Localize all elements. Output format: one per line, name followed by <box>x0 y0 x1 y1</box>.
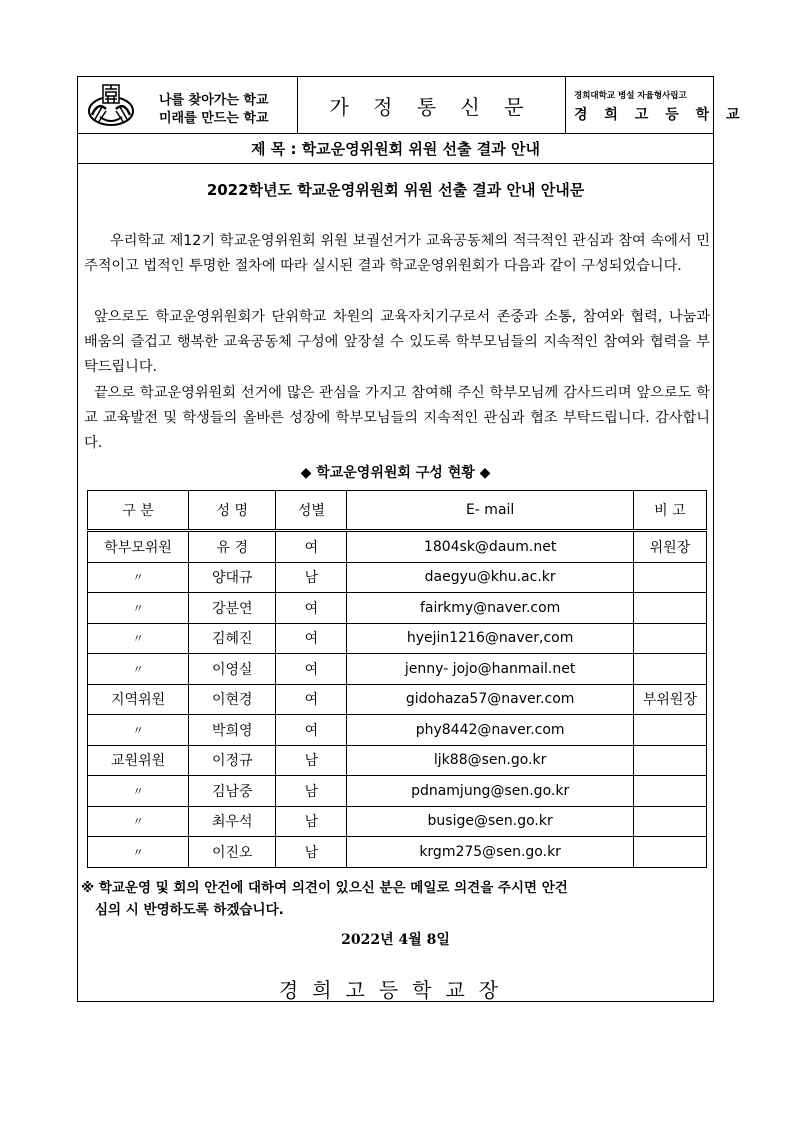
cell-name: 강분연 <box>189 593 276 624</box>
cell-name: 김혜진 <box>189 623 276 654</box>
table-row <box>88 837 707 868</box>
table-row <box>88 562 707 593</box>
cell-gender: 남 <box>276 806 347 837</box>
cell-category: 지역위원 <box>88 684 189 715</box>
committee-members-table <box>87 490 707 868</box>
cell-name: 김남중 <box>189 776 276 807</box>
cell-category: 학부모위원 <box>88 531 189 563</box>
slogan-line-1: 나를 찾아가는 학교 <box>159 93 269 108</box>
cell-email: 1804sk@daum.net <box>347 531 633 563</box>
cell-gender: 남 <box>276 745 347 776</box>
table-row <box>88 531 707 563</box>
cell-remarks <box>633 593 706 624</box>
newsletter-title: 가 정 통 신 문 <box>329 94 533 119</box>
cell-email: phy8442@naver.com <box>347 715 633 746</box>
cell-remarks <box>633 654 706 685</box>
letterhead-school-cell <box>566 77 746 133</box>
cell-gender: 여 <box>276 684 347 715</box>
table-heading: ◆ 학교운영위원회 구성 현황 ◆ <box>300 465 491 481</box>
table-row <box>88 776 707 807</box>
subject-row <box>78 133 713 164</box>
letterhead <box>78 77 746 134</box>
cell-gender: 여 <box>276 593 347 624</box>
table-row <box>88 715 707 746</box>
cell-name: 이정규 <box>189 745 276 776</box>
cell-category: 〃 <box>88 593 189 624</box>
table-row <box>88 654 707 685</box>
cell-email: daegyu@khu.ac.kr <box>347 562 633 593</box>
cell-name: 박희영 <box>189 715 276 746</box>
header-email: E- mail <box>347 491 633 531</box>
cell-email: gidohaza57@naver.com <box>347 684 633 715</box>
cell-remarks <box>633 562 706 593</box>
cell-name: 양대규 <box>189 562 276 593</box>
table-row <box>88 745 707 776</box>
school-emblem-icon <box>86 81 136 129</box>
slogan-line-2: 미래를 만드는 학교 <box>159 111 269 126</box>
cell-remarks: 부위원장 <box>633 684 706 715</box>
cell-category: 교원위원 <box>88 745 189 776</box>
cell-gender: 남 <box>276 562 347 593</box>
cell-remarks <box>633 806 706 837</box>
letterhead-title-cell <box>297 77 566 133</box>
cell-gender: 여 <box>276 531 347 563</box>
paragraph-1: 우리학교 제12기 학교운영위원회 위원 보궐선거가 교육공동체의 적극적인 관심과 참여 속에서 민주적이고 법적인 투명한 절차에 따라 실시된 결과 학교운영위원회가 다음과 같이 구성되었습니다. <box>84 233 710 274</box>
cell-name: 유 경 <box>189 531 276 563</box>
footnote-line-1: ※ 학교운영 및 회의 안건에 대하여 의견이 있으신 분은 메일로 의견을 주시면 안건 <box>81 880 568 896</box>
subject-line: 제 목 : 학교운영위원회 위원 선출 결과 안내 <box>251 139 540 158</box>
cell-email: krgm275@sen.go.kr <box>347 837 633 868</box>
cell-gender: 남 <box>276 776 347 807</box>
cell-name: 이현경 <box>189 684 276 715</box>
cell-remarks <box>633 745 706 776</box>
table-row <box>88 623 707 654</box>
document-heading: 2022학년도 학교운영위원회 위원 선출 결과 안내 안내문 <box>206 181 585 199</box>
cell-category: 〃 <box>88 562 189 593</box>
cell-email: pdnamjung@sen.go.kr <box>347 776 633 807</box>
school-subtitle: 경희대학교 병설 자율형사립고 <box>574 91 687 101</box>
school-name: 경 희 고 등 학 교 <box>574 107 746 123</box>
paragraph-3: 끝으로 학교운영위원회 선거에 많은 관심을 가지고 참여해 주신 학부모님께 감사드리며 앞으로도 학교 교육발전 및 학생들의 올바른 성장에 학부모님들의 지속적인 관심과 협조 부탁드립니다. 감사합니다. <box>84 385 710 451</box>
cell-remarks <box>633 776 706 807</box>
table-row <box>88 684 707 715</box>
paragraph-2: 앞으로도 학교운영위원회가 단위학교 차원의 교육자치기구로서 존중과 소통, 참여와 협력, 나눔과 배움의 즐겁고 행복한 교육공동체 구성에 앞장설 수 있도록 학부모님들의 지속적인 참여와 협력을 부탁드립니다. <box>84 309 710 375</box>
cell-email: hyejin1216@naver,com <box>347 623 633 654</box>
cell-email: ljk88@sen.go.kr <box>347 745 633 776</box>
cell-remarks <box>633 623 706 654</box>
cell-gender: 남 <box>276 837 347 868</box>
header-name: 성 명 <box>189 491 276 531</box>
cell-name: 이진오 <box>189 837 276 868</box>
principal-signature: 경희고등학교장 <box>278 978 513 1002</box>
cell-remarks <box>633 837 706 868</box>
cell-category: 〃 <box>88 806 189 837</box>
cell-email: fairkmy@naver.com <box>347 593 633 624</box>
issue-date: 2022년 4월 8일 <box>341 932 450 948</box>
table-header-row <box>88 491 707 531</box>
document-frame <box>77 76 746 1002</box>
cell-gender: 여 <box>276 623 347 654</box>
cell-remarks <box>633 715 706 746</box>
cell-category: 〃 <box>88 837 189 868</box>
header-gender: 성별 <box>276 491 347 531</box>
cell-gender: 여 <box>276 654 347 685</box>
cell-name: 최우석 <box>189 806 276 837</box>
table-row <box>88 593 707 624</box>
cell-category: 〃 <box>88 715 189 746</box>
cell-email: busige@sen.go.kr <box>347 806 633 837</box>
header-category: 구 분 <box>88 491 189 531</box>
cell-category: 〃 <box>88 776 189 807</box>
footnote-line-2: 심의 시 반영하도록 하겠습니다. <box>95 902 284 918</box>
cell-email: jenny- jojo@hanmail.net <box>347 654 633 685</box>
cell-gender: 여 <box>276 715 347 746</box>
footnote <box>81 877 711 921</box>
letterhead-slogan-cell <box>78 77 298 133</box>
cell-category: 〃 <box>88 623 189 654</box>
header-remarks: 비 고 <box>633 491 706 531</box>
cell-category: 〃 <box>88 654 189 685</box>
cell-name: 이영실 <box>189 654 276 685</box>
table-row <box>88 806 707 837</box>
cell-remarks: 위원장 <box>633 531 706 563</box>
